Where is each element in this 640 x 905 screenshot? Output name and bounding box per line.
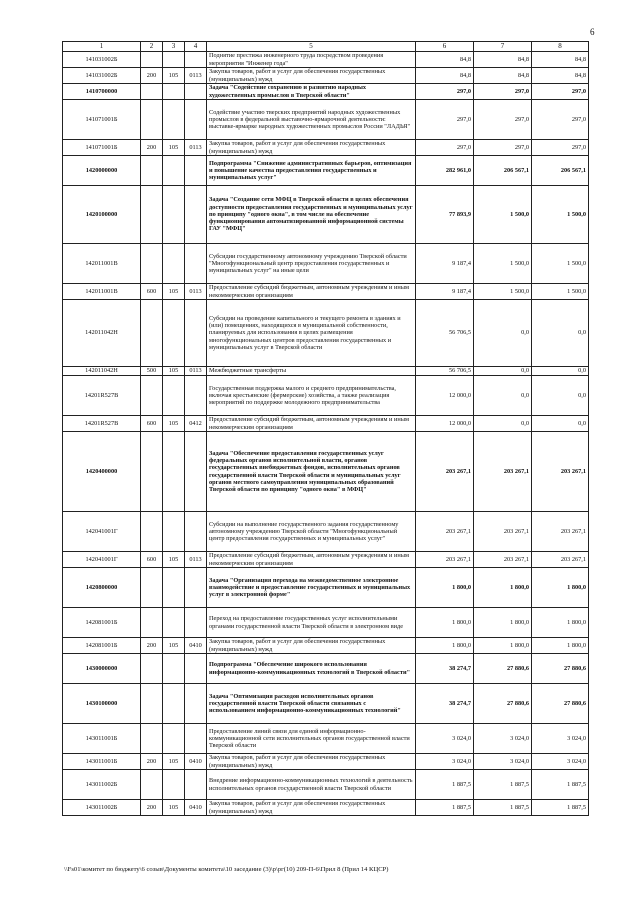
cell-col2 bbox=[141, 770, 163, 800]
cell-col3: 105 bbox=[163, 552, 185, 568]
cell-col3 bbox=[163, 376, 185, 416]
value-col6: 38 274,7 bbox=[416, 654, 474, 684]
cell-col4: 0410 bbox=[185, 638, 207, 654]
value-col7: 1 500,0 bbox=[474, 186, 532, 244]
description-cell: Поднятие престижа инженерного труда посредством проведения мероприятия "Инженер года" bbox=[207, 52, 416, 68]
value-col6: 38 274,7 bbox=[416, 684, 474, 724]
code-cell: 142011001В bbox=[63, 244, 141, 284]
code-cell: 143011002Б bbox=[63, 770, 141, 800]
cell-col3 bbox=[163, 608, 185, 638]
value-col7: 3 024,0 bbox=[474, 724, 532, 754]
table-row bbox=[63, 156, 589, 186]
value-col8: 1 500,0 bbox=[532, 284, 589, 300]
cell-col4: 0410 bbox=[185, 800, 207, 816]
code-cell: 142081001Б bbox=[63, 608, 141, 638]
value-col6: 9 187,4 bbox=[416, 284, 474, 300]
cell-col3 bbox=[163, 512, 185, 552]
value-col8: 0,0 bbox=[532, 376, 589, 416]
description-cell: Предоставление субсидий бюджетным, автономным учреждениям и иным некоммерческим организациям bbox=[207, 284, 416, 300]
cell-col3: 105 bbox=[163, 367, 185, 376]
cell-col2 bbox=[141, 512, 163, 552]
cell-col3 bbox=[163, 654, 185, 684]
cell-col2 bbox=[141, 432, 163, 512]
value-col6: 297,0 bbox=[416, 100, 474, 140]
code-cell: 141031002Б bbox=[63, 68, 141, 84]
cell-col4: 0113 bbox=[185, 140, 207, 156]
description-cell: Предоставление субсидий бюджетным, автономным учреждениям и иным некоммерческим организациям bbox=[207, 552, 416, 568]
cell-col4 bbox=[185, 432, 207, 512]
cell-col4 bbox=[185, 156, 207, 186]
description-cell: Государственная поддержка малого и среднего предпринимательства, включая крестьянские (фермерские) хозяйства, а также реализация мероприятий по поддержке молодежного предпринимательства bbox=[207, 376, 416, 416]
column-header-6: 6 bbox=[416, 42, 474, 52]
value-col8: 84,8 bbox=[532, 68, 589, 84]
cell-col4: 0113 bbox=[185, 284, 207, 300]
cell-col4 bbox=[185, 100, 207, 140]
table-row bbox=[63, 52, 589, 68]
cell-col2 bbox=[141, 156, 163, 186]
value-col6: 1 800,0 bbox=[416, 568, 474, 608]
cell-col2 bbox=[141, 52, 163, 68]
cell-col3: 105 bbox=[163, 800, 185, 816]
cell-col4 bbox=[185, 512, 207, 552]
value-col7: 203 267,1 bbox=[474, 432, 532, 512]
cell-col2: 600 bbox=[141, 552, 163, 568]
cell-col3 bbox=[163, 432, 185, 512]
cell-col4 bbox=[185, 770, 207, 800]
cell-col3: 105 bbox=[163, 284, 185, 300]
value-col6: 282 961,0 bbox=[416, 156, 474, 186]
value-col8: 1 500,0 bbox=[532, 186, 589, 244]
value-col6: 12 000,0 bbox=[416, 376, 474, 416]
cell-col3 bbox=[163, 770, 185, 800]
cell-col2: 200 bbox=[141, 140, 163, 156]
code-cell: 142011001В bbox=[63, 284, 141, 300]
value-col7: 1 500,0 bbox=[474, 284, 532, 300]
cell-col3: 105 bbox=[163, 68, 185, 84]
budget-table bbox=[62, 41, 589, 816]
code-cell: 142081001Б bbox=[63, 638, 141, 654]
value-col6: 56 706,5 bbox=[416, 300, 474, 367]
value-col7: 1 800,0 bbox=[474, 608, 532, 638]
cell-col3 bbox=[163, 300, 185, 367]
cell-col3 bbox=[163, 684, 185, 724]
value-col8: 3 024,0 bbox=[532, 754, 589, 770]
cell-col2: 200 bbox=[141, 638, 163, 654]
column-header-3: 3 bbox=[163, 42, 185, 52]
cell-col4: 0113 bbox=[185, 367, 207, 376]
cell-col2 bbox=[141, 724, 163, 754]
value-col6: 1 800,0 bbox=[416, 608, 474, 638]
table-row bbox=[63, 300, 589, 367]
cell-col2: 200 bbox=[141, 754, 163, 770]
description-cell: Предоставление линий связи для единой информационно-коммуникационной сети исполнительных органов государственной власти Тверской области bbox=[207, 724, 416, 754]
cell-col2 bbox=[141, 244, 163, 284]
cell-col4 bbox=[185, 684, 207, 724]
cell-col3: 105 bbox=[163, 140, 185, 156]
value-col8: 1 887,5 bbox=[532, 770, 589, 800]
table-row bbox=[63, 376, 589, 416]
value-col6: 56 706,5 bbox=[416, 367, 474, 376]
description-cell: Задача "Содействие сохранению и развитию народных художественных промыслов в Тверской области" bbox=[207, 84, 416, 100]
column-header-8: 8 bbox=[532, 42, 589, 52]
value-col6: 203 267,1 bbox=[416, 432, 474, 512]
table-row bbox=[63, 100, 589, 140]
cell-col2 bbox=[141, 84, 163, 100]
cell-col4 bbox=[185, 568, 207, 608]
description-cell: Субсидии государственному автономному учреждению Тверской области "Многофункциональный центр предоставления государственных и муниципальных услуг" на иные цели bbox=[207, 244, 416, 284]
value-col6: 203 267,1 bbox=[416, 552, 474, 568]
cell-col4 bbox=[185, 654, 207, 684]
code-cell: 1420800000 bbox=[63, 568, 141, 608]
cell-col3 bbox=[163, 186, 185, 244]
file-path-footer: \\Fs01\комитет по бюджету\6 созыв\Документы комитета\10 заседание (3)\р\рг(10) 209-П-6\Прил 8 (Прил 14 КЦСР) bbox=[64, 866, 389, 873]
value-col6: 203 267,1 bbox=[416, 512, 474, 552]
table-row bbox=[63, 770, 589, 800]
value-col7: 297,0 bbox=[474, 140, 532, 156]
value-col7: 84,8 bbox=[474, 68, 532, 84]
description-cell: Задача "Обеспечение предоставления государственных услуг федеральных органов исполнительной власти, органов государственных внебюджетных фондов, исполнительных органов государственной власти Тверской области и муниципальных услуг органов местного самоуправления муниципальных образований Тверской области по принципу "одного окна" в МФЦ" bbox=[207, 432, 416, 512]
cell-col4 bbox=[185, 376, 207, 416]
table-row bbox=[63, 244, 589, 284]
description-cell: Подпрограмма "Обеспечение широкого использования информационно-коммуникационных технологий в Тверской области" bbox=[207, 654, 416, 684]
value-col7: 27 880,6 bbox=[474, 684, 532, 724]
value-col8: 1 800,0 bbox=[532, 638, 589, 654]
description-cell: Закупка товаров, работ и услуг для обеспечения государственных (муниципальных) нужд bbox=[207, 754, 416, 770]
table-row bbox=[63, 367, 589, 376]
value-col6: 84,8 bbox=[416, 68, 474, 84]
code-cell: 1430000000 bbox=[63, 654, 141, 684]
value-col8: 0,0 bbox=[532, 367, 589, 376]
code-cell: 143011001Б bbox=[63, 754, 141, 770]
value-col7: 1 500,0 bbox=[474, 244, 532, 284]
value-col8: 3 024,0 bbox=[532, 724, 589, 754]
table-row bbox=[63, 552, 589, 568]
cell-col4: 0410 bbox=[185, 754, 207, 770]
description-cell: Субсидии на выполнение государственного задания государственному автономному учреждению Тверской области "Многофункциональный центр предоставления государственных и муниципальных услуг" bbox=[207, 512, 416, 552]
table-row bbox=[63, 654, 589, 684]
value-col7: 203 267,1 bbox=[474, 552, 532, 568]
value-col7: 27 880,6 bbox=[474, 654, 532, 684]
code-cell: 14201R527В bbox=[63, 376, 141, 416]
column-header-1: 1 bbox=[63, 42, 141, 52]
code-cell: 141031002Б bbox=[63, 52, 141, 68]
cell-col2 bbox=[141, 100, 163, 140]
table-row bbox=[63, 754, 589, 770]
column-header-2: 2 bbox=[141, 42, 163, 52]
code-cell: 142041001Г bbox=[63, 552, 141, 568]
cell-col2: 600 bbox=[141, 416, 163, 432]
cell-col2: 200 bbox=[141, 800, 163, 816]
cell-col2: 200 bbox=[141, 68, 163, 84]
code-cell: 1420100000 bbox=[63, 186, 141, 244]
value-col7: 0,0 bbox=[474, 376, 532, 416]
cell-col3 bbox=[163, 84, 185, 100]
value-col8: 0,0 bbox=[532, 416, 589, 432]
value-col8: 1 800,0 bbox=[532, 568, 589, 608]
value-col8: 297,0 bbox=[532, 140, 589, 156]
value-col8: 84,8 bbox=[532, 52, 589, 68]
value-col8: 27 880,6 bbox=[532, 654, 589, 684]
header-row bbox=[63, 42, 589, 52]
cell-col4 bbox=[185, 52, 207, 68]
table-row bbox=[63, 284, 589, 300]
cell-col3 bbox=[163, 156, 185, 186]
value-col6: 3 024,0 bbox=[416, 754, 474, 770]
value-col6: 3 024,0 bbox=[416, 724, 474, 754]
cell-col2: 500 bbox=[141, 367, 163, 376]
code-cell: 1410700000 bbox=[63, 84, 141, 100]
cell-col3 bbox=[163, 244, 185, 284]
value-col7: 297,0 bbox=[474, 100, 532, 140]
description-cell: Закупка товаров, работ и услуг для обеспечения государственных (муниципальных) нужд bbox=[207, 638, 416, 654]
cell-col4: 0113 bbox=[185, 68, 207, 84]
code-cell: 1420400000 bbox=[63, 432, 141, 512]
value-col6: 297,0 bbox=[416, 140, 474, 156]
cell-col2 bbox=[141, 186, 163, 244]
value-col8: 297,0 bbox=[532, 84, 589, 100]
value-col7: 0,0 bbox=[474, 367, 532, 376]
value-col8: 1 500,0 bbox=[532, 244, 589, 284]
page-number: 6 bbox=[590, 27, 595, 37]
code-cell: 14201R527В bbox=[63, 416, 141, 432]
description-cell: Межбюджетные трансферты bbox=[207, 367, 416, 376]
value-col7: 84,8 bbox=[474, 52, 532, 68]
code-cell: 142041001Г bbox=[63, 512, 141, 552]
table-row bbox=[63, 68, 589, 84]
description-cell: Задача "Оптимизация расходов исполнительных органов государственной власти Тверской области связанных с использованием информационно-коммуникационных технологий" bbox=[207, 684, 416, 724]
cell-col3: 105 bbox=[163, 754, 185, 770]
table-row bbox=[63, 416, 589, 432]
code-cell: 1420000000 bbox=[63, 156, 141, 186]
value-col8: 206 567,1 bbox=[532, 156, 589, 186]
table-row bbox=[63, 140, 589, 156]
cell-col4 bbox=[185, 300, 207, 367]
cell-col4: 0113 bbox=[185, 552, 207, 568]
cell-col2 bbox=[141, 684, 163, 724]
table-row bbox=[63, 608, 589, 638]
cell-col2 bbox=[141, 608, 163, 638]
table-row bbox=[63, 800, 589, 816]
value-col8: 203 267,1 bbox=[532, 552, 589, 568]
cell-col2: 600 bbox=[141, 284, 163, 300]
cell-col2 bbox=[141, 300, 163, 367]
description-cell: Закупка товаров, работ и услуг для обеспечения государственных (муниципальных) нужд bbox=[207, 140, 416, 156]
value-col7: 1 800,0 bbox=[474, 638, 532, 654]
value-col6: 297,0 bbox=[416, 84, 474, 100]
code-cell: 141071001Б bbox=[63, 140, 141, 156]
table-body bbox=[63, 52, 589, 816]
value-col7: 206 567,1 bbox=[474, 156, 532, 186]
value-col7: 1 887,5 bbox=[474, 770, 532, 800]
cell-col3 bbox=[163, 100, 185, 140]
value-col8: 27 880,6 bbox=[532, 684, 589, 724]
table-row bbox=[63, 684, 589, 724]
value-col6: 12 000,0 bbox=[416, 416, 474, 432]
value-col7: 297,0 bbox=[474, 84, 532, 100]
column-header-5: 5 bbox=[207, 42, 416, 52]
column-header-7: 7 bbox=[474, 42, 532, 52]
cell-col2 bbox=[141, 376, 163, 416]
description-cell: Содействие участию тверских предприятий народных художественных промыслов в федеральной выставочно-ярмарочной деятельности: выставке-ярмарке народных художественных промыслов России "ЛАДЬЯ" bbox=[207, 100, 416, 140]
value-col6: 77 893,9 bbox=[416, 186, 474, 244]
cell-col4 bbox=[185, 244, 207, 284]
code-cell: 142011042Н bbox=[63, 300, 141, 367]
cell-col4 bbox=[185, 84, 207, 100]
value-col8: 1 800,0 bbox=[532, 608, 589, 638]
cell-col2 bbox=[141, 654, 163, 684]
value-col7: 0,0 bbox=[474, 416, 532, 432]
cell-col3 bbox=[163, 52, 185, 68]
value-col8: 203 267,1 bbox=[532, 432, 589, 512]
value-col6: 1 887,5 bbox=[416, 770, 474, 800]
description-cell: Закупка товаров, работ и услуг для обеспечения государственных (муниципальных) нужд bbox=[207, 800, 416, 816]
description-cell: Предоставление субсидий бюджетным, автономным учреждениям и иным некоммерческим организациям bbox=[207, 416, 416, 432]
value-col7: 1 800,0 bbox=[474, 568, 532, 608]
cell-col3 bbox=[163, 724, 185, 754]
value-col7: 0,0 bbox=[474, 300, 532, 367]
table-row bbox=[63, 186, 589, 244]
cell-col2 bbox=[141, 568, 163, 608]
cell-col4 bbox=[185, 608, 207, 638]
description-cell: Закупка товаров, работ и услуг для обеспечения государственных (муниципальных) нужд bbox=[207, 68, 416, 84]
description-cell: Внедрение информационно-коммуникационных технологий в деятельность исполнительных органов государственной власти Тверской области bbox=[207, 770, 416, 800]
table-row bbox=[63, 84, 589, 100]
value-col6: 1 800,0 bbox=[416, 638, 474, 654]
column-header-4: 4 bbox=[185, 42, 207, 52]
cell-col4 bbox=[185, 724, 207, 754]
code-cell: 141071001Б bbox=[63, 100, 141, 140]
table-row bbox=[63, 724, 589, 754]
value-col7: 203 267,1 bbox=[474, 512, 532, 552]
value-col8: 203 267,1 bbox=[532, 512, 589, 552]
description-cell: Задача "Создание сети МФЦ в Тверской области в целях обеспечения доступности предоставления государственных и муниципальных услуг по принципу "одного окна", в том числе на обеспечение функционирования автоматизированной информационной системы ГАУ "МФЦ" bbox=[207, 186, 416, 244]
value-col8: 1 887,5 bbox=[532, 800, 589, 816]
cell-col3: 105 bbox=[163, 638, 185, 654]
cell-col3: 105 bbox=[163, 416, 185, 432]
table-row bbox=[63, 432, 589, 512]
description-cell: Подпрограмма "Снижение административных барьеров, оптимизация и повышение качества предоставления государственных и муниципальных услуг" bbox=[207, 156, 416, 186]
table-row bbox=[63, 568, 589, 608]
value-col6: 9 187,4 bbox=[416, 244, 474, 284]
value-col6: 84,8 bbox=[416, 52, 474, 68]
table-row bbox=[63, 512, 589, 552]
value-col7: 3 024,0 bbox=[474, 754, 532, 770]
code-cell: 142011042Н bbox=[63, 367, 141, 376]
cell-col3 bbox=[163, 568, 185, 608]
value-col7: 1 887,5 bbox=[474, 800, 532, 816]
cell-col4 bbox=[185, 186, 207, 244]
value-col8: 0,0 bbox=[532, 300, 589, 367]
code-cell: 143011001Б bbox=[63, 724, 141, 754]
code-cell: 143011002Б bbox=[63, 800, 141, 816]
value-col8: 297,0 bbox=[532, 100, 589, 140]
code-cell: 1430100000 bbox=[63, 684, 141, 724]
description-cell: Переход на предоставление государственных услуг исполнительными органами государственной власти Тверской области в электронном виде bbox=[207, 608, 416, 638]
table-row bbox=[63, 638, 589, 654]
cell-col4: 0412 bbox=[185, 416, 207, 432]
description-cell: Субсидии на проведение капитального и текущего ремонта в зданиях и (или) помещениях, находящихся в муниципальной собственности, планируемых для использования в целях размещения многофункциональных центров предоставления государственных и муниципальных услуг в Тверской области bbox=[207, 300, 416, 367]
value-col6: 1 887,5 bbox=[416, 800, 474, 816]
description-cell: Задача "Организация перехода на межведомственное электронное взаимодействие и предоставление государственных и муниципальных услуг в электронной форме" bbox=[207, 568, 416, 608]
